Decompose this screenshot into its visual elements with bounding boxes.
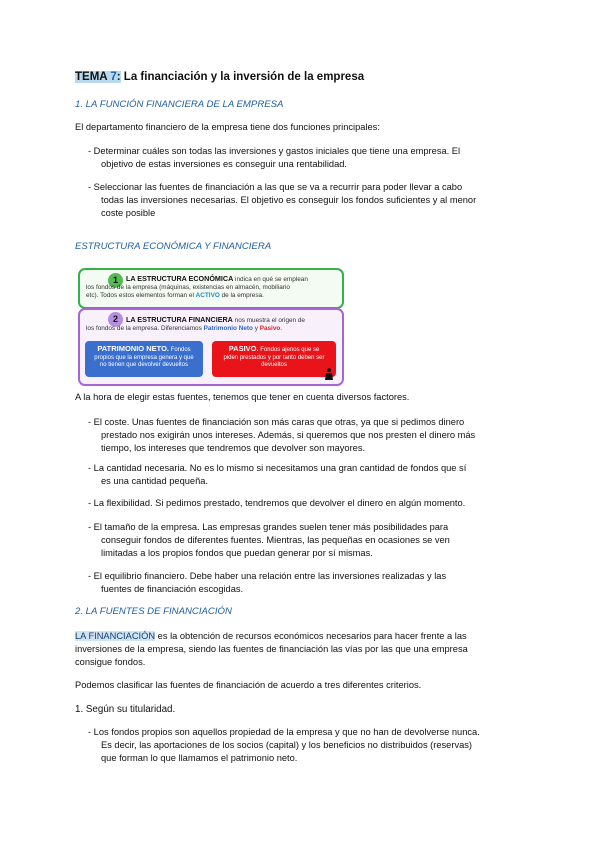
financial-line-1: LA ESTRUCTURA FINANCIERA nos muestra el origen de: [126, 315, 305, 324]
list-item: - La cantidad necesaria. No es lo mismo si necesitamos una gran cantidad de fondos que sí es una cantidad pequeña.: [88, 463, 467, 486]
structure-diagram: [78, 268, 344, 386]
section1-intro: El departamento financiero de la empresa tiene dos funciones principales:: [75, 122, 380, 132]
economic-line-2: los fondos de la empresa (máquinas, existencias en almacén, mobiliario: [86, 284, 290, 291]
page-title: TEMA 7: La financiación y la inversión de la empresa: [75, 71, 365, 83]
financing-definition: LA FINANCIACIÓN es la obtención de recursos económicos necesarios para hacer frente a las inversiones de la empresa, siendo las fuentes de financiación las vías por las que una empresa consigue fondos.: [75, 631, 468, 667]
list-item: - Determinar cuáles son todas las inversiones y gastos iniciales que tiene una empresa. El objetivo de estas inversiones es conseguir una rentabilidad.: [88, 146, 461, 169]
financial-structure-box: [78, 308, 344, 386]
person-icon: [323, 368, 335, 380]
list-item: - Los fondos propios son aquellos propiedad de la empresa y que no han de devolverse nunca. Es decir, las aportaciones de los socios (capital) y los beneficios no distribuidos (reservas) que forman lo que llamamos el patrimonio neto.: [88, 727, 480, 763]
criterion-1: 1. Según su titularidad.: [75, 704, 176, 715]
list-item: - El equilibrio financiero. Debe haber una relación entre las inversiones realizadas y las fuentes de financiación escogidas.: [88, 571, 447, 594]
section-heading-1: 1. LA FUNCIÓN FINANCIERA DE LA EMPRESA: [75, 99, 284, 110]
economic-line-1: LA ESTRUCTURA ECONÓMICA indica en qué se emplean: [126, 274, 308, 283]
badge-1: 1: [108, 273, 123, 288]
classify-text: Podemos clasificar las fuentes de financiación de acuerdo a tres diferentes criterios.: [75, 680, 422, 690]
section-heading-2: 2. LA FUENTES DE FINANCIACIÓN: [75, 606, 232, 617]
pasivo-box: PASIVO. Fondos ajenos que se piden prestados y por tanto deben ser devueltos: [212, 341, 336, 377]
factors-intro: A la hora de elegir estas fuentes, tenemos que tener en cuenta diversos factores.: [75, 392, 410, 402]
list-item: - El coste. Unas fuentes de financiación son más caras que otras, ya que si pedimos dinero prestado nos exigirán unos intereses. Además, si queremos que nos presten el dinero más tiempo, los intereses que tendremos que devolver son mayores.: [88, 417, 476, 453]
list-item: - Seleccionar las fuentes de financiación a las que se va a recurrir para poder llevar a cabo todas las inversiones necesarias. El objetivo es conseguir los fondos suficientes y al menor coste posible: [88, 182, 477, 218]
economic-structure-box: [78, 268, 344, 309]
structure-heading: ESTRUCTURA ECONÓMICA Y FINANCIERA: [75, 241, 272, 252]
financial-line-2: los fondos de la empresa. Diferenciamos Patrimonio Neto y Pasivo.: [86, 325, 283, 332]
list-item: - La flexibilidad. Si pedimos prestado, tendremos que devolver el dinero en algún momento.: [88, 498, 466, 508]
badge-2: 2: [108, 312, 123, 327]
patrimonio-neto-box: PATRIMONIO NETO. Fondos propios que la empresa genera y que no tienen que devolver devueltos: [85, 341, 203, 377]
list-item: - El tamaño de la empresa. Las empresas grandes suelen tener más posibilidades para conseguir fondos de diferentes fuentes. Mientras, las pequeñas en ocasiones se ven limitadas a los propios fondos que puedan generar por sí mismas.: [88, 522, 450, 558]
economic-line-3: etc). Todos estos elementos forman el ACTIVO de la empresa.: [86, 292, 264, 299]
